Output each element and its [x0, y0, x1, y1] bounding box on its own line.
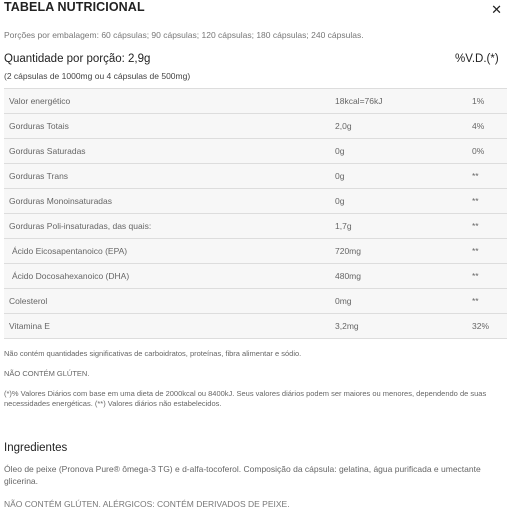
serving-subtext: (2 cápsulas de 1000mg ou 4 cápsulas de 500mg) [4, 71, 191, 81]
no-significant-note: Não contém quantidades significativas de carboidratos, proteínas, fibra alimentar e sódio. [4, 349, 302, 358]
nutrient-name: Gorduras Saturadas [9, 146, 86, 156]
nutrient-quantity: 720mg [335, 246, 361, 256]
nutrient-name: Vitamina E [9, 321, 50, 331]
nutrient-vd: 0% [472, 146, 485, 156]
nutrient-vd: ** [472, 196, 479, 206]
nutrient-vd: ** [472, 221, 479, 231]
portions-text: Porções por embalagem: 60 cápsulas; 90 cápsulas; 120 cápsulas; 180 cápsulas; 240 cápsulas. [4, 30, 364, 40]
ingredients-heading: Ingredientes [4, 442, 68, 454]
nutrient-name: Gorduras Poli-insaturadas, das quais: [9, 221, 152, 231]
ingredients-text: Óleo de peixe (Pronova Pure® ômega-3 TG) e d-alfa-tocoferol. Composição da cápsula: gelatina, água purificada e umectante glicerina. [4, 464, 481, 486]
nutrient-vd: 32% [472, 321, 490, 331]
nutrient-name: Gorduras Monoinsaturadas [9, 196, 113, 206]
nutrient-name: Gorduras Trans [9, 171, 69, 181]
nutrient-name: Colesterol [9, 296, 48, 306]
nutrient-quantity: 1,7g [335, 221, 352, 231]
nutrient-vd: ** [472, 296, 479, 306]
nutrient-vd: ** [472, 171, 479, 181]
table-row [4, 314, 507, 339]
gluten-note: NÃO CONTÉM GLÚTEN. [4, 369, 90, 378]
nutrient-quantity: 0g [335, 146, 345, 156]
table-row [4, 164, 507, 189]
table-row [4, 289, 507, 314]
nutrient-quantity: 0g [335, 171, 345, 181]
nutrient-quantity: 18kcal=76kJ [335, 96, 383, 106]
nutrient-name: Ácido Eicosapentanoico (EPA) [12, 246, 128, 256]
nutrient-quantity: 2,0g [335, 121, 352, 131]
table-row [4, 214, 507, 239]
nutrition-table [4, 88, 507, 339]
vd-footnote: (*)% Valores Diários com base em uma dieta de 2000kcal ou 8400kJ. Seus valores diários podem ser maiores ou menores, dependendo de suas necessidades energéticas. (**) Valores diários não estabelecidos. [4, 389, 487, 408]
nutrient-name: Valor energético [9, 96, 71, 106]
table-row [4, 239, 507, 264]
serving-label: Quantidade por porção: 2,9g [4, 53, 151, 65]
nutrient-vd: 1% [472, 96, 485, 106]
nutrient-vd: ** [472, 246, 479, 256]
nutrient-name: Ácido Docosahexanoico (DHA) [12, 271, 130, 281]
nutrient-vd: ** [472, 271, 479, 281]
nutrient-quantity: 0g [335, 196, 345, 206]
table-row [4, 114, 507, 139]
table-row [4, 264, 507, 289]
nutrient-quantity: 3,2mg [335, 321, 359, 331]
nutrient-quantity: 0mg [335, 296, 352, 306]
table-row [4, 189, 507, 214]
nutrient-name: Gorduras Totais [9, 121, 69, 131]
close-icon[interactable]: ✕ [491, 2, 502, 17]
table-row [4, 139, 507, 164]
allergen-warning: NÃO CONTÉM GLÚTEN. ALÉRGICOS: CONTÉM DERIVADOS DE PEIXE. [4, 499, 290, 509]
nutrient-quantity: 480mg [335, 271, 361, 281]
table-row [4, 89, 507, 114]
page-title: TABELA NUTRICIONAL [4, 0, 145, 14]
nutrient-vd: 4% [472, 121, 485, 131]
vd-header: %V.D.(*) [455, 53, 499, 65]
